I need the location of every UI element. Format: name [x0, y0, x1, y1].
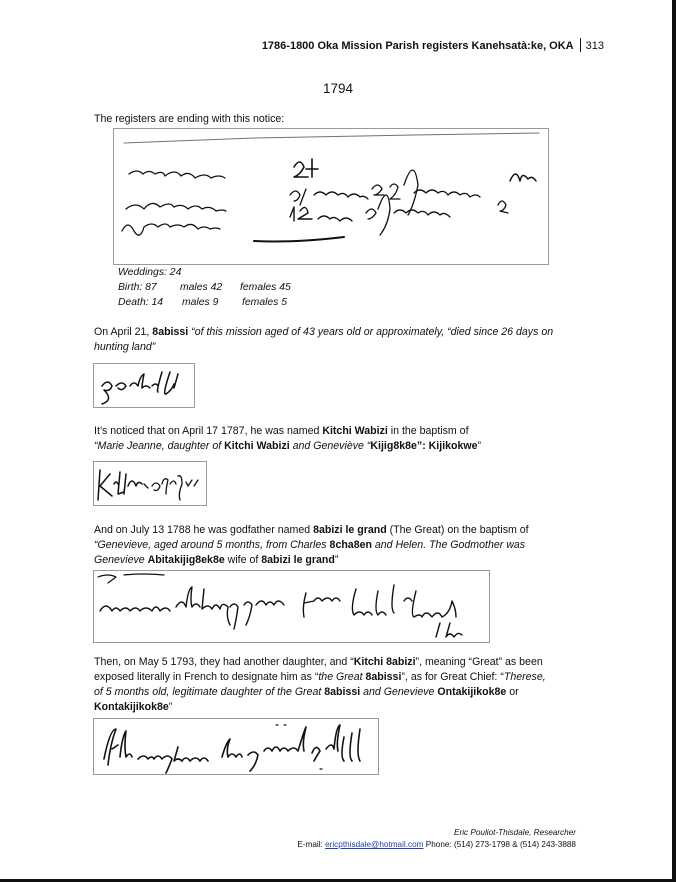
text-segment: and Geneviève “ — [289, 440, 371, 452]
person-name: 8abizi le grand — [261, 554, 335, 566]
text-segment: ” — [334, 554, 339, 566]
text-line — [94, 439, 576, 454]
email-link[interactable]: ericpthisdale@hotmail.com — [325, 840, 424, 849]
signature-image-kitchi-wabizi — [93, 461, 207, 506]
text-segment: ”, meaning “Great” as been — [415, 656, 543, 668]
text-segment: or — [506, 686, 519, 698]
stat-death: Death: 14 — [118, 297, 164, 308]
text-line — [94, 700, 576, 715]
text-line — [94, 523, 576, 538]
text-segment: “Genevieve, aged around 5 months, from Charles — [94, 539, 330, 551]
person-name: 8cha8en — [329, 539, 372, 551]
text-segment: And on July 13 1788 he was godfather named — [94, 524, 314, 536]
text-segment: It’s noticed that on April 17 1787, he was named — [94, 425, 323, 437]
stat-birth-males: males 42 — [180, 282, 223, 293]
register-stats — [118, 265, 291, 310]
text-segment: ”, as for Great Chief: “ — [401, 671, 504, 683]
text-segment: On April 21, — [94, 326, 153, 338]
stat-birth: Birth: 87 — [118, 282, 157, 293]
text-line — [94, 553, 576, 568]
text-segment: of 5 months old, legitimate daughter of the Great — [94, 686, 325, 698]
footer-author — [454, 828, 576, 837]
text-line — [94, 538, 576, 553]
person-name: Kitchi Wabizi — [322, 425, 388, 437]
email-label: E-mail: — [297, 840, 326, 849]
header-title: 1786-1800 Oka Mission Parish registers Kanehsatà:ke, OKA — [261, 40, 574, 52]
paragraph-daughter-1793 — [94, 655, 576, 715]
person-name: Kitchi 8abizi — [353, 656, 416, 668]
signature-image-8abissi — [93, 363, 195, 408]
person-name: 8abissi — [152, 326, 189, 338]
text-segment: “of this mission aged of 43 years old or approximately, “died since 26 days on hunting land” — [94, 326, 554, 353]
baptism-register-excerpt-1793 — [93, 718, 379, 775]
stat-death-males: males 9 — [182, 297, 219, 308]
person-name: Kijig8k8e”: Kijikokwe — [370, 440, 478, 452]
text-segment: ” — [168, 701, 173, 713]
phone-numbers: Phone: (514) 273-1798 & (514) 243-3888 — [423, 840, 576, 849]
text-segment: and Helen. The Godmother was — [371, 539, 526, 551]
person-name: Kitchi Wabizi — [224, 440, 290, 452]
intro-text: The registers are ending with this notice: — [94, 113, 285, 125]
page-number: 313 — [585, 40, 604, 52]
text-segment: exposed literally in French to designate him as “ — [94, 671, 319, 683]
text-segment: “Marie Jeanne, daughter of — [94, 440, 225, 452]
author-name: Eric Pouliot-Thisdale, Researcher — [454, 828, 576, 837]
text-segment: (The Great) on the baptism of — [386, 524, 529, 536]
footer-contact — [297, 840, 576, 849]
stat-birth-females: females 45 — [240, 282, 291, 293]
text-line — [94, 670, 576, 685]
text-line — [94, 685, 576, 700]
text-segment: wife of — [224, 554, 262, 566]
person-name: 8abissi — [365, 671, 402, 683]
header-divider — [580, 38, 581, 52]
text-line — [94, 424, 576, 439]
stat-death-row — [118, 295, 291, 310]
text-segment: Genevieve — [94, 554, 148, 566]
section-year: 1794 — [322, 81, 354, 96]
text-segment: Then, on May 5 1793, they had another daughter, and “ — [94, 656, 354, 668]
page-header — [262, 38, 604, 52]
person-name: 8abissi — [324, 686, 361, 698]
person-name: 8abizi le grand — [313, 524, 387, 536]
person-name: Abitakijig8ek8e — [147, 554, 225, 566]
text-segment: Therese, — [503, 671, 546, 683]
page-right-edge — [672, 0, 676, 882]
text-segment: ” — [477, 440, 482, 452]
stat-death-females: females 5 — [242, 297, 288, 308]
baptism-register-excerpt-1788 — [93, 570, 490, 643]
stat-weddings: Weddings: 24 — [118, 267, 182, 278]
person-name: Kontakijikok8e — [94, 701, 169, 713]
text-segment: in the baptism of — [387, 425, 469, 437]
person-name: Ontakijikok8e — [437, 686, 507, 698]
text-line — [94, 655, 576, 670]
text-segment: and Genevieve — [360, 686, 438, 698]
stat-birth-row — [118, 280, 291, 295]
register-notice-image — [113, 128, 549, 265]
paragraph-death-record — [94, 325, 576, 355]
paragraph-godfather-1788 — [94, 523, 576, 568]
paragraph-baptism-1787 — [94, 424, 576, 454]
text-segment: the Great — [318, 671, 366, 683]
